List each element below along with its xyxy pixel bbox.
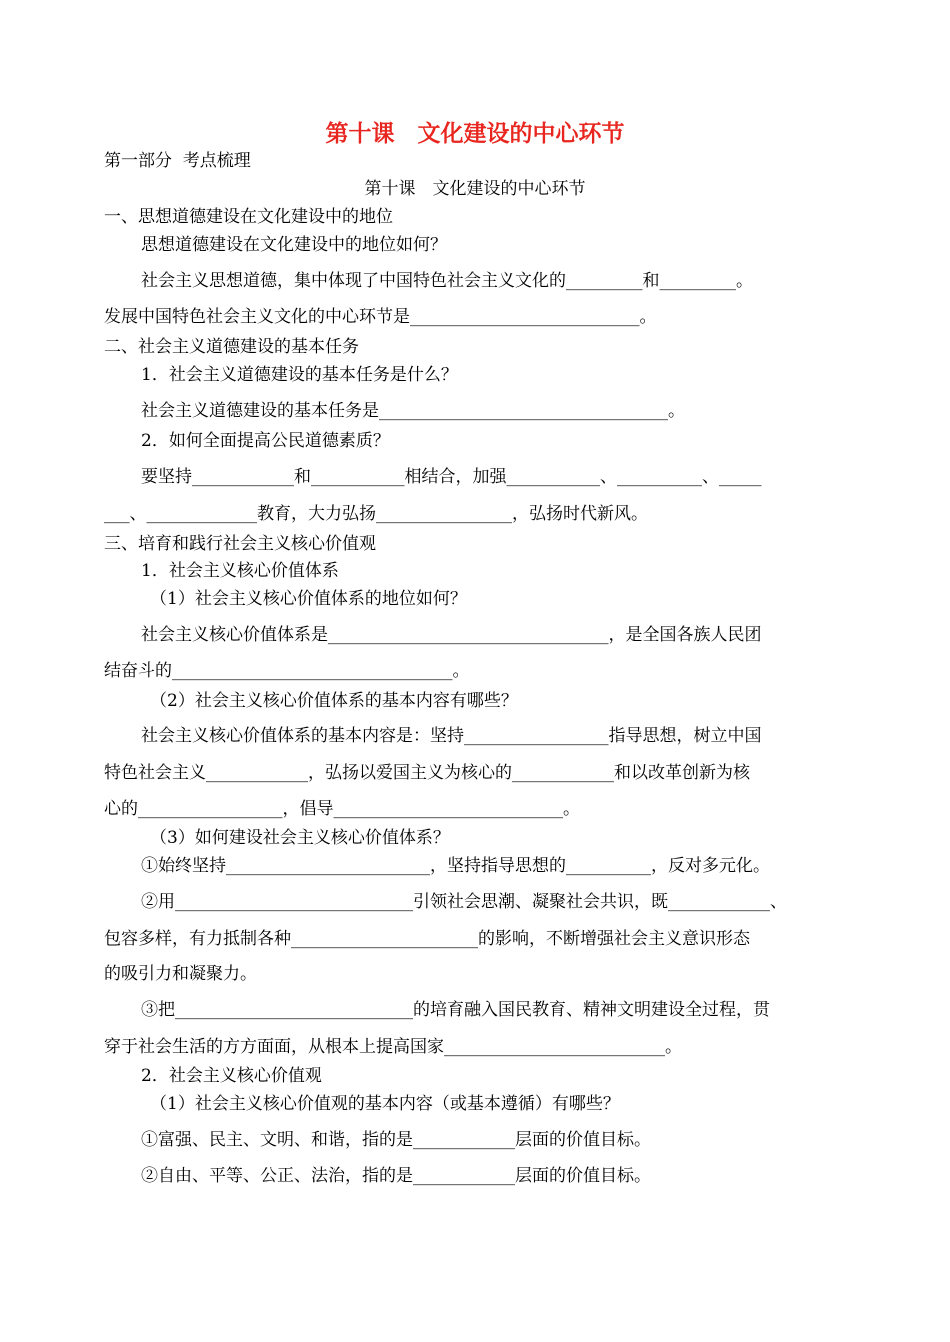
subsection-heading: 1．社会主义核心价值体系 <box>141 561 339 581</box>
fill-blank-line: 社会主义核心价值体系是_________________________________，是全国各族人民团 <box>141 625 762 645</box>
fill-blank-line: ②自由、平等、公正、法治，指的是____________层面的价值目标。 <box>141 1166 651 1186</box>
question-text: 思想道德建设在文化建设中的地位如何？ <box>141 235 447 255</box>
question-text: （1）社会主义核心价值体系的地位如何？ <box>150 589 467 609</box>
fill-blank-line: 特色社会主义____________，弘扬以爱国主义为核心的____________和以改革创新为核 <box>104 763 750 783</box>
question-text: （1）社会主义核心价值观的基本内容（或基本遵循）有哪些？ <box>150 1094 620 1114</box>
fill-blank-line: 社会主义核心价值体系的基本内容是：坚持_________________指导思想，树立中国 <box>141 726 762 746</box>
fill-blank-line: ___、_____________教育，大力弘扬________________，弘扬时代新风。 <box>104 504 648 524</box>
section-heading-3: 三、培育和践行社会主义核心价值观 <box>104 534 376 554</box>
fill-blank-line: 发展中国特色社会主义文化的中心环节是___________________________。 <box>104 307 657 327</box>
fill-blank-line: ②用____________________________引领社会思潮、凝聚社会共识，既____________、 <box>141 892 787 912</box>
section-heading-2: 二、社会主义道德建设的基本任务 <box>104 337 359 357</box>
fill-blank-line: 要坚持____________和___________相结合，加强___________、__________、_____ <box>141 467 762 487</box>
question-text: （3）如何建设社会主义核心价值体系？ <box>150 828 450 848</box>
subsection-heading: 2．社会主义核心价值观 <box>141 1066 322 1086</box>
fill-blank-line: ③把____________________________的培育融入国民教育、精神文明建设全过程，贯 <box>141 1000 770 1020</box>
fill-blank-line: ①富强、民主、文明、和谐，指的是____________层面的价值目标。 <box>141 1130 651 1150</box>
fill-blank-line: 社会主义思想道德，集中体现了中国特色社会主义文化的_________和_________。 <box>141 271 753 291</box>
fill-blank-line: ①始终坚持________________________，坚持指导思想的__________，反对多元化。 <box>141 856 770 876</box>
fill-blank-line: 包容多样，有力抵制各种______________________的影响，不断增强社会主义意识形态 <box>104 929 750 949</box>
part-label: 第一部分 考点梳理 <box>104 151 251 171</box>
document-title: 第十课 文化建设的中心环节 <box>325 121 625 147</box>
fill-blank-line: 心的_________________，倡导___________________________。 <box>104 799 580 819</box>
lesson-subtitle: 第十课 文化建设的中心环节 <box>364 179 586 199</box>
fill-blank-line: 结奋斗的_________________________________。 <box>104 661 470 681</box>
body-text: 的吸引力和凝聚力。 <box>104 964 257 984</box>
question-text: 1．社会主义道德建设的基本任务是什么？ <box>141 365 458 385</box>
question-text: （2）社会主义核心价值体系的基本内容有哪些？ <box>150 691 518 711</box>
fill-blank-line: 社会主义道德建设的基本任务是__________________________________。 <box>141 401 685 421</box>
fill-blank-line: 穿于社会生活的方方面面，从根本上提高国家__________________________。 <box>104 1037 682 1057</box>
question-text: 2．如何全面提高公民道德素质？ <box>141 431 390 451</box>
section-heading-1: 一、思想道德建设在文化建设中的地位 <box>104 207 393 227</box>
